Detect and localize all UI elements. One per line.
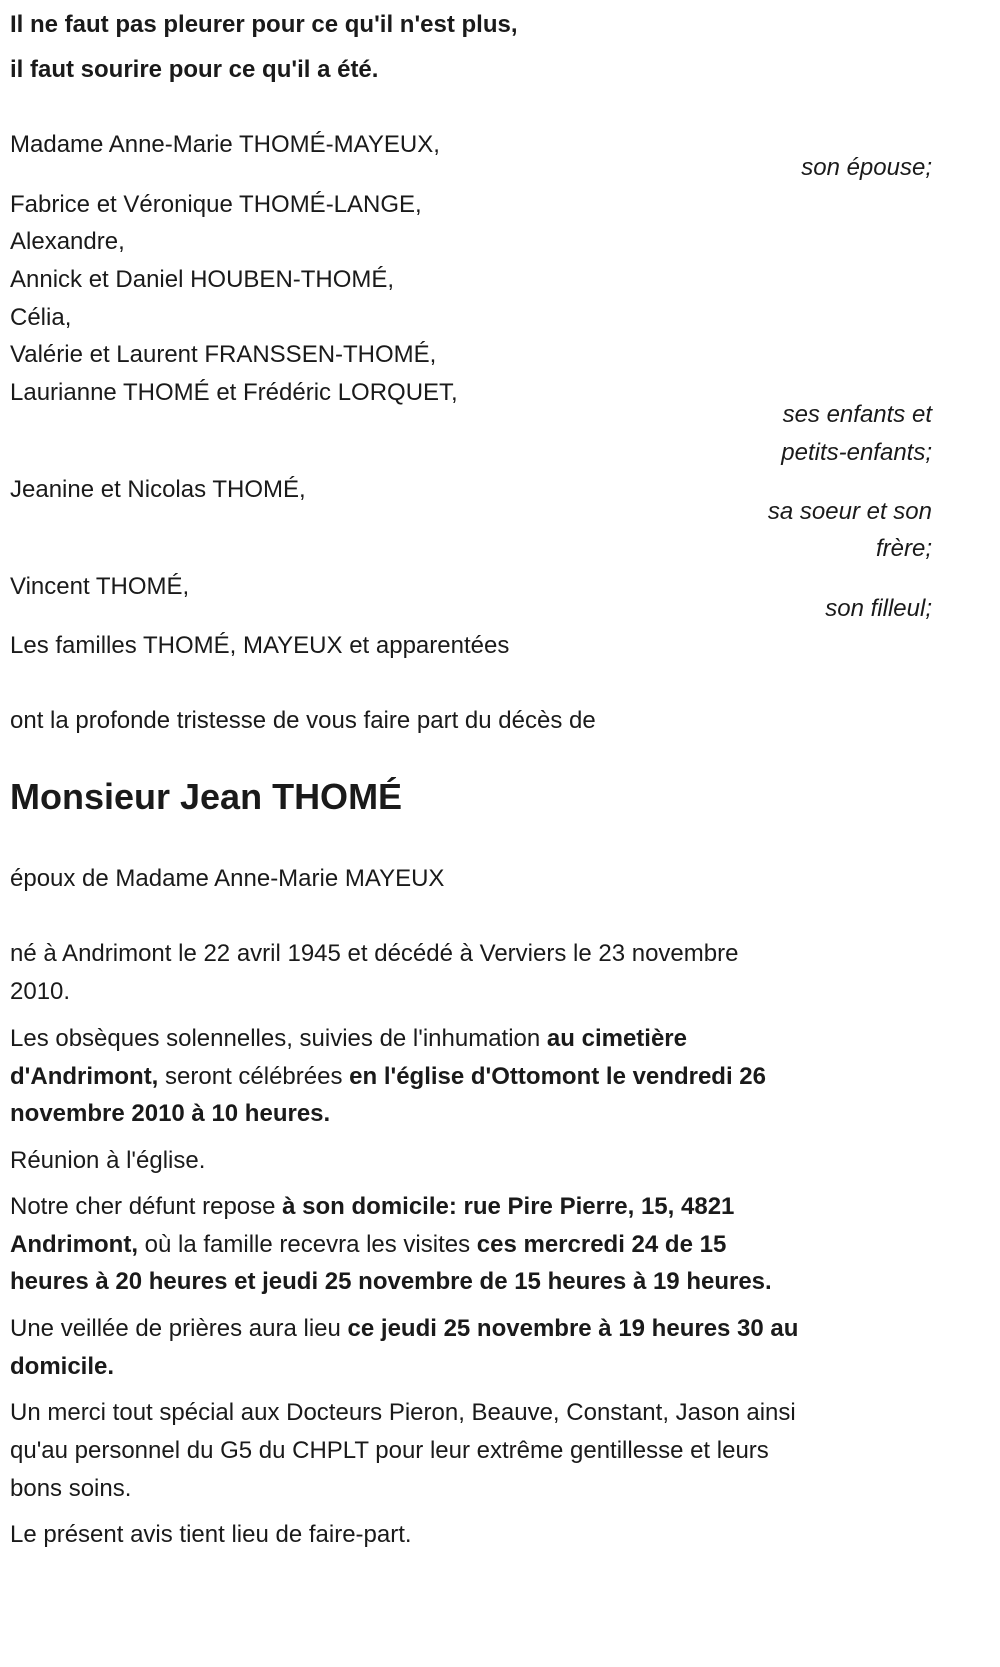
relation-label: ses enfants et <box>782 401 932 428</box>
text: seront célébrées <box>158 1063 350 1090</box>
family-member: Annick et Daniel HOUBEN-THOMÉ, <box>10 266 395 293</box>
paragraph-line <box>10 973 70 1011</box>
relation-label: frère; <box>875 535 932 562</box>
family-member: Laurianne THOMÉ et Frédéric LORQUET, <box>10 379 458 406</box>
relation-label: petits-enfants; <box>781 439 932 466</box>
bold-text: domicile. <box>10 1353 115 1380</box>
quote-line-2: il faut sourire pour ce qu'il a été. <box>10 56 379 83</box>
bold-text: au cimetière <box>546 1025 687 1052</box>
text: Un merci tout spécial aux Docteurs Pieron, Beauve, Constant, Jason ainsi <box>10 1399 796 1426</box>
family-member: Alexandre, <box>10 228 125 255</box>
family-member: Valérie et Laurent FRANSSEN-THOMÉ, <box>10 341 437 368</box>
announcement: ont la profonde tristesse de vous faire part du décès de <box>10 707 596 734</box>
paragraph-line <box>10 1432 769 1470</box>
bold-text: ces mercredi 24 de 15 <box>476 1231 727 1258</box>
paragraph-line <box>10 1263 772 1301</box>
paragraph-line <box>10 1394 796 1432</box>
bold-text: heures à 20 heures et jeudi 25 novembre de 15 heures à 19 heures. <box>10 1268 772 1295</box>
text: Réunion à l'église. <box>10 1147 206 1174</box>
bold-text: ce jeudi 25 novembre à 19 heures 30 au <box>347 1315 799 1342</box>
spouse-line: époux de Madame Anne-Marie MAYEUX <box>10 865 445 892</box>
paragraph-line <box>10 1348 114 1386</box>
text: né à Andrimont le 22 avril 1945 et décédé à Verviers le 23 novembre <box>10 940 739 967</box>
text: Notre cher défunt repose <box>10 1193 283 1220</box>
family-member: Fabrice et Véronique THOMÉ-LANGE, <box>10 191 422 218</box>
bold-text: Andrimont, <box>10 1231 138 1258</box>
paragraph-line <box>10 1516 412 1554</box>
family-member: Madame Anne-Marie THOMÉ-MAYEUX, <box>10 131 440 158</box>
family-member: Vincent THOMÉ, <box>10 573 190 600</box>
quote-line-1: Il ne faut pas pleurer pour ce qu'il n'est plus, <box>10 11 518 38</box>
paragraph-line <box>10 1470 131 1508</box>
bold-text: d'Andrimont, <box>10 1063 159 1090</box>
text: 2010. <box>10 978 71 1005</box>
paragraph-line <box>10 1058 766 1096</box>
deceased-name: Monsieur Jean THOMÉ <box>10 776 403 817</box>
paragraph-line <box>10 1095 330 1133</box>
bold-text: novembre 2010 à 10 heures. <box>10 1100 331 1127</box>
family-member: Les familles THOMÉ, MAYEUX et apparentées <box>10 632 510 659</box>
text: bons soins. <box>10 1475 132 1502</box>
paragraph-line <box>10 1142 205 1180</box>
paragraph-line <box>10 1226 726 1264</box>
family-member: Célia, <box>10 304 72 331</box>
relation-label: son filleul; <box>825 595 932 622</box>
paragraph-line <box>10 1188 734 1226</box>
text: où la famille recevra les visites <box>137 1231 477 1258</box>
text: Une veillée de prières aura lieu <box>10 1315 348 1342</box>
bold-text: à son domicile: rue Pire Pierre, 15, 4821 <box>282 1193 735 1220</box>
relation-label: son épouse; <box>801 154 932 181</box>
text: qu'au personnel du G5 du CHPLT pour leur extrême gentillesse et leurs <box>10 1437 769 1464</box>
text: Le présent avis tient lieu de faire-part. <box>10 1521 412 1548</box>
family-member: Jeanine et Nicolas THOMÉ, <box>10 476 306 503</box>
paragraph-line <box>10 1020 687 1058</box>
relation-label: sa soeur et son <box>767 498 932 525</box>
bold-text: en l'église d'Ottomont le vendredi 26 <box>349 1063 766 1090</box>
paragraph-line <box>10 935 738 973</box>
paragraph-line <box>10 1310 798 1348</box>
text: Les obsèques solennelles, suivies de l'inhumation <box>10 1025 547 1052</box>
